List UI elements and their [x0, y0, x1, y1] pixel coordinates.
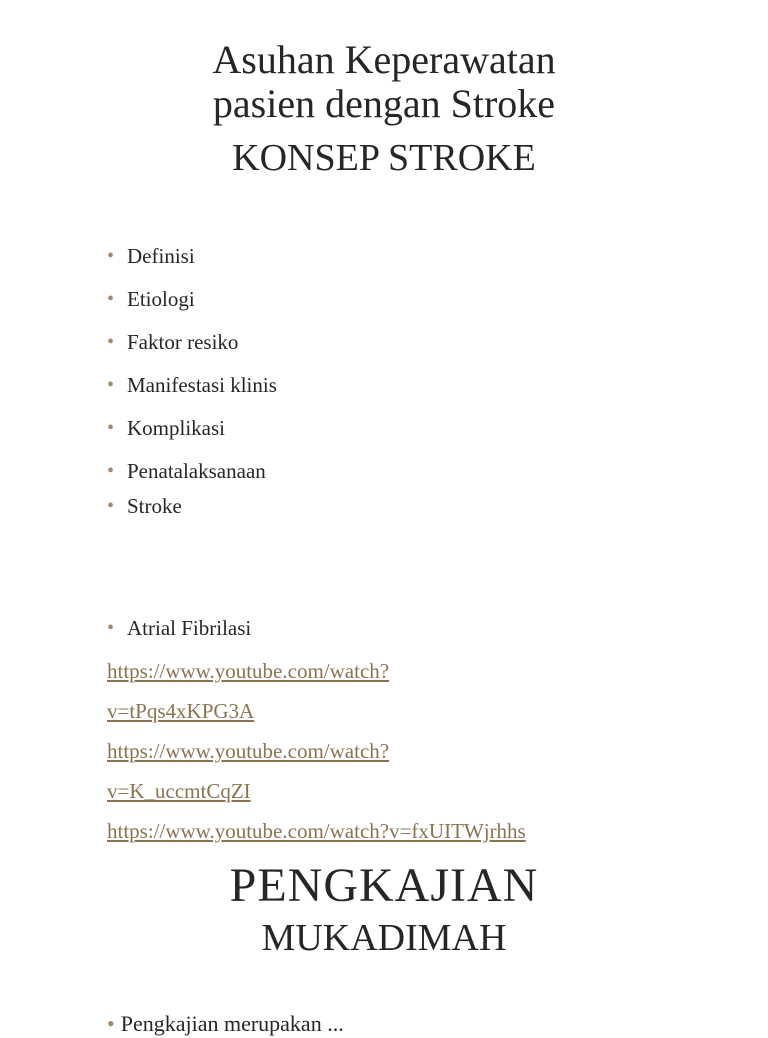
- bullet-icon: •: [107, 288, 115, 310]
- list-item: • Definisi: [107, 244, 195, 268]
- section-subtitle-mukadimah: MUKADIMAH: [261, 917, 507, 959]
- list-item: • Faktor resiko: [107, 330, 239, 354]
- bullet-icon: •: [107, 617, 115, 639]
- youtube-link-2-part-2[interactable]: v=K_uccmtCqZI: [107, 779, 251, 803]
- konsep-bullet-list: [107, 242, 277, 535]
- bullet-icon: •: [107, 245, 115, 267]
- section-title-konsep-stroke: KONSEP STROKE: [232, 137, 536, 179]
- bullet-icon: •: [107, 331, 115, 353]
- list-item: • Etiologi: [107, 287, 195, 311]
- title-line-1: Asuhan Keperawatan: [212, 37, 556, 82]
- section-title-pengkajian: PENGKAJIAN: [229, 859, 539, 912]
- video-links: [107, 653, 526, 853]
- slide-title: [0, 38, 768, 126]
- bullet-icon: •: [107, 460, 115, 482]
- bullet-icon: •: [107, 495, 115, 517]
- bullet-icon: •: [107, 374, 115, 396]
- list-item: • Penatalaksanaan: [107, 459, 266, 483]
- atrial-fibrilasi-list: [107, 614, 251, 642]
- youtube-link-1-part-1[interactable]: https://www.youtube.com/watch?: [107, 659, 390, 683]
- list-item: • Manifestasi klinis: [107, 373, 277, 397]
- youtube-link-3[interactable]: https://www.youtube.com/watch?v=fxUITWjrhhs: [107, 819, 526, 843]
- list-item: • Stroke: [107, 494, 182, 518]
- bullet-icon: •: [107, 417, 115, 439]
- youtube-link-2-part-1[interactable]: https://www.youtube.com/watch?: [107, 739, 390, 763]
- list-item: • Atrial Fibrilasi: [107, 616, 252, 640]
- title-line-2: pasien dengan Stroke: [212, 81, 556, 126]
- bullet-icon: •: [107, 1011, 115, 1036]
- list-item: • Komplikasi: [107, 416, 225, 440]
- youtube-link-1-part-2[interactable]: v=tPqs4xKPG3A: [107, 699, 255, 723]
- partial-bullet-text: • Pengkajian merupakan ...: [107, 1011, 344, 1036]
